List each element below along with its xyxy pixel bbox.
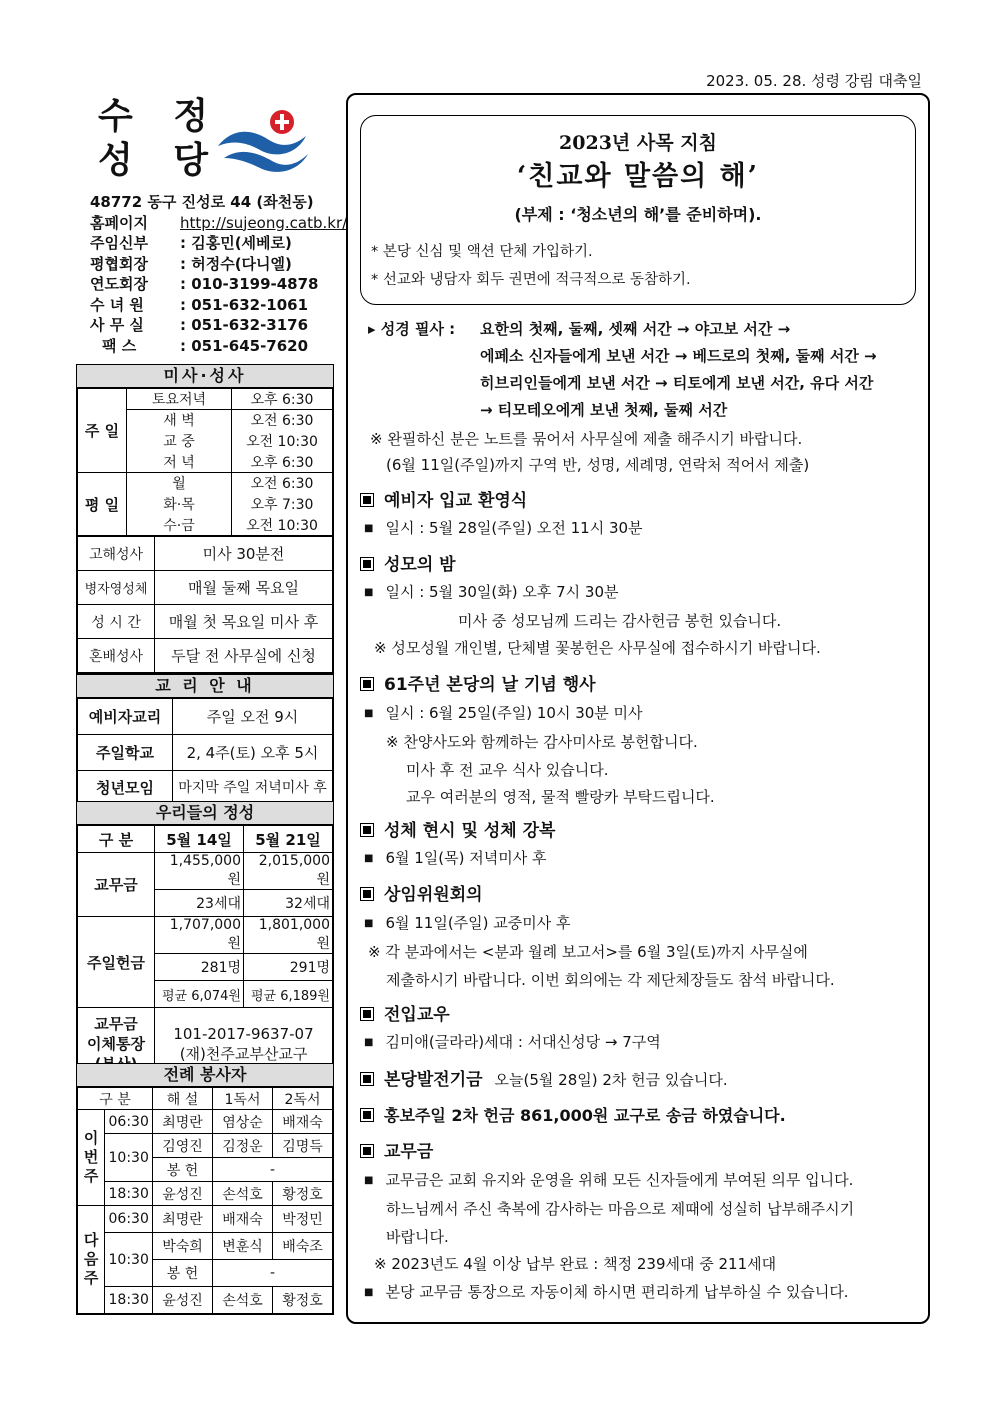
notice-line: 하느님께서 주신 축복에 감사하는 마음으로 제때에 성실히 납부해주시기 — [386, 1200, 855, 1218]
mass-cell: 화·목 — [127, 494, 232, 515]
doctrine-value: 마지막 주일 저녁미사 후 — [173, 771, 333, 804]
doctrine-table — [77, 698, 333, 804]
parish-name — [98, 94, 222, 182]
parish-info — [90, 192, 347, 356]
square-bullet-icon — [360, 1144, 374, 1158]
mass-cell: 오후 7:30 — [232, 494, 333, 515]
notice-title — [360, 882, 835, 910]
notice-line: 미사 중 성모님께 드리는 감사헌금 봉헌 있습니다. — [458, 612, 782, 630]
ministers-header: 2독서 — [273, 1088, 333, 1110]
office-label: 사 무 실 — [90, 316, 144, 334]
mass-cell: 오후 6:30 — [232, 389, 333, 410]
notice-line: 미사 후 전 교우 식사 있습니다. — [406, 760, 609, 779]
notice-line: ※ 찬양사도와 함께하는 감사미사로 봉헌합니다. — [386, 733, 698, 751]
elder-label: 연도회장 — [90, 275, 148, 293]
square-bullet-icon — [360, 1007, 374, 1021]
notice-line: ■ 김미애(글라라)세대 : 서대신성당 → 7구역 — [360, 1029, 661, 1058]
account-label-line: 교무금 — [94, 1014, 138, 1033]
offering-header: 5월 14일 — [155, 826, 244, 853]
offering-cell: 23세대 — [155, 890, 244, 917]
minister-time: 18:30 — [105, 1287, 153, 1314]
notice-title — [360, 552, 821, 579]
parish-name-line2: 성 당 — [98, 139, 223, 181]
square-bullet-icon — [360, 887, 374, 901]
minister-cell: 변훈식 — [213, 1233, 273, 1260]
council-label: 평협회장 — [90, 254, 148, 273]
ministers-heading: 전례 봉사자 — [77, 1064, 333, 1087]
sacrament-value: 매월 둘째 목요일 — [155, 571, 333, 605]
parish-logo — [214, 106, 314, 176]
notice-inline-text: 오늘(5월 28일) 2차 헌금 있습니다. — [494, 1071, 728, 1089]
notice-title-text: 예비자 입교 환영식 — [384, 491, 528, 511]
account-label-line: 이체통장 — [87, 1034, 145, 1053]
sacrament-value: 매월 첫 목요일 미사 후 — [155, 605, 333, 639]
minister-cell: 황정호 — [273, 1287, 333, 1314]
next-week-label — [78, 1206, 105, 1314]
notice-media-sunday — [360, 1102, 786, 1129]
pastoral-theme: ‘친교와 말씀의 해’ — [516, 161, 760, 192]
doctrine-label: 주일학교 — [78, 735, 173, 771]
nuns-value: : 051-632-1061 — [180, 295, 309, 314]
council-value: : 허정수(다니엘) — [180, 254, 292, 273]
notice-line: ■ 일시 : 5월 30일(화) 오후 7시 30분 — [360, 579, 821, 608]
pastoral-year: 2023년 사목 지침 — [559, 132, 717, 154]
sacrament-label: 고해성사 — [78, 537, 155, 571]
offering-cell: 1,707,000원 — [155, 917, 244, 954]
notice-adoration — [360, 818, 555, 874]
mass-cell: 오전 10:30 — [232, 431, 333, 452]
notice-line: 교우 여러분의 영적, 물적 빨랑카 부탁드립니다. — [406, 788, 715, 806]
doctrine-heading: 교 리 안 내 — [77, 675, 333, 698]
notice-line: ■ 6월 1일(목) 저녁미사 후 — [360, 845, 555, 874]
ministers-section — [76, 1063, 334, 1315]
pastoral-subtitle: (부제 : ‘청소년의 해’를 준비하며). — [514, 205, 762, 224]
notice-title — [360, 672, 715, 700]
mass-cell: 월 — [127, 473, 232, 494]
notice-line: ■ 일시 : 6월 25일(주일) 10시 30분 미사 — [360, 700, 715, 730]
notice-title — [360, 1139, 854, 1167]
bible-line: 히브리인들에게 보낸 서간 → 티토에게 보낸 서간, 유다 서간 — [480, 374, 874, 392]
office-value: : 051-632-3176 — [180, 316, 309, 334]
tithe-label: 교무금 — [78, 853, 155, 917]
sacrament-value: 두달 전 사무실에 신청 — [155, 639, 333, 673]
notice-title-text: 61주년 본당의 날 기념 행사 — [384, 675, 596, 695]
offering-header: 5월 21일 — [244, 826, 333, 853]
notice-fund — [360, 1067, 728, 1094]
minister-cell: 윤성진 — [153, 1182, 213, 1206]
notice-line: 제출하시기 바랍니다. 이번 회의에는 각 제단체장들도 참석 바랍니다. — [386, 970, 835, 989]
pastoral-box — [360, 115, 916, 305]
ministers-table — [77, 1087, 333, 1314]
label-char: 이 — [83, 1129, 99, 1147]
minister-cell: 배재숙 — [273, 1110, 333, 1134]
sacrament-table — [77, 536, 333, 673]
doctrine-section — [76, 674, 334, 805]
sacrament-label: 병자영성체 — [78, 571, 155, 605]
sacrament-value: 미사 30분전 — [155, 537, 333, 571]
pastoral-point: * 본당 신심 및 액션 단체 가입하기. — [371, 244, 593, 260]
minister-cell: - — [213, 1158, 333, 1182]
weekday-label: 평 일 — [78, 473, 127, 536]
notice-title-text: 홍보주일 2차 헌금 861,000원 교구로 송금 하였습니다. — [384, 1106, 786, 1125]
priest-label: 주임신부 — [90, 234, 148, 252]
mass-cell: 수·금 — [127, 515, 232, 536]
minister-time: 10:30 — [105, 1134, 153, 1182]
notice-line: ■ 6월 11일(주일) 교중미사 후 — [360, 910, 835, 940]
square-bullet-icon — [360, 1108, 374, 1122]
minister-cell: 손석호 — [213, 1287, 273, 1314]
offering-cell: 1,455,000원 — [155, 853, 244, 890]
sacrament-label: 성 시 간 — [78, 605, 155, 639]
notice-parish-day — [360, 672, 715, 812]
notice-title-text: 성모의 밤 — [384, 555, 456, 575]
square-bullet-icon — [360, 677, 374, 691]
mass-section — [76, 364, 334, 674]
notice-committee — [360, 882, 835, 994]
minister-cell: 김명득 — [273, 1134, 333, 1158]
offering-cell: 평균 6,074원 — [155, 981, 244, 1008]
notice-welcome — [360, 488, 643, 544]
mass-cell: 새 벽 — [127, 410, 232, 431]
priest-value: : 김홍민(세베로) — [180, 234, 292, 252]
notice-line: ※ 2023년도 4월 이상 납부 완료 : 책정 239세대 중 211세대 — [374, 1255, 777, 1273]
mass-cell: 오후 6:30 — [232, 452, 333, 473]
minister-cell: 최명란 — [153, 1110, 213, 1134]
address: 48772 동구 진성로 44 (좌천동) — [90, 193, 314, 211]
homepage-link[interactable]: http://sujeong.catb.kr/ — [180, 213, 348, 232]
sunday-offering-label: 주일헌금 — [78, 917, 155, 1008]
doctrine-label: 예비자교리 — [78, 699, 173, 735]
square-bullet-icon — [360, 557, 374, 571]
notice-line: ■ 일시 : 5월 28일(주일) 오전 11시 30분 — [360, 515, 643, 544]
square-bullet-icon — [360, 493, 374, 507]
minister-time: 06:30 — [105, 1110, 153, 1134]
minister-time: 06:30 — [105, 1206, 153, 1233]
notice-title — [360, 818, 555, 845]
minister-cell: 박숙희 — [153, 1233, 213, 1260]
minister-time: 18:30 — [105, 1182, 153, 1206]
doctrine-value: 주일 오전 9시 — [173, 699, 333, 735]
notice-tithe — [360, 1139, 854, 1308]
notice-title-text: 본당발전기금 — [384, 1070, 483, 1090]
minister-time: 10:30 — [105, 1233, 153, 1287]
notice-title — [360, 1002, 661, 1029]
sunday-label: 주 일 — [78, 389, 127, 473]
minister-cell: 염상순 — [213, 1110, 273, 1134]
square-bullet-icon — [360, 823, 374, 837]
label-char: 번 — [83, 1148, 99, 1166]
label-char: 음 — [83, 1250, 99, 1268]
bible-copy — [360, 316, 877, 424]
fax-value: : 051-645-7620 — [180, 336, 309, 355]
notice-title-text: 상임위원회의 — [384, 885, 483, 905]
minister-cell: 황정호 — [273, 1182, 333, 1206]
notice-title-text: 교무금 — [384, 1142, 434, 1162]
bible-note: (6월 11일(주일)까지 구역 반, 성명, 세례명, 연락처 적어서 제출) — [386, 456, 810, 474]
minister-cell: 박정민 — [273, 1206, 333, 1233]
mass-heading: 미사·성사 — [77, 365, 333, 388]
nuns-label: 수 녀 원 — [90, 295, 144, 314]
notice-title — [360, 488, 643, 515]
parish-name-line1: 수 정 — [98, 95, 223, 137]
offertory-label: 봉 헌 — [153, 1260, 213, 1287]
notice-title-text: 성체 현시 및 성체 강복 — [384, 821, 556, 841]
offering-cell: 1,801,000원 — [244, 917, 333, 954]
minister-cell: 윤성진 — [153, 1287, 213, 1314]
notice-line: ※ 성모성월 개인별, 단체별 꽃봉헌은 사무실에 접수하시기 바랍니다. — [374, 639, 821, 657]
minister-cell: 배숙조 — [273, 1233, 333, 1260]
ministers-header: 해 설 — [153, 1088, 213, 1110]
notice-line: ■ 교무금은 교회 유지와 운영을 위해 모든 신자들에게 부여된 의무 입니다. — [360, 1167, 854, 1197]
ministers-header: 1독서 — [213, 1088, 273, 1110]
mass-cell: 오전 10:30 — [232, 515, 333, 536]
bible-line: 에페소 신자들에게 보낸 서간 → 베드로의 첫째, 둘째 서간 → — [480, 347, 877, 365]
bible-label: ▸ 성경 필사 : — [368, 320, 456, 338]
notice-mary-night — [360, 552, 821, 662]
offering-cell: 32세대 — [244, 890, 333, 917]
fax-label: 팩 스 — [102, 336, 137, 355]
doctrine-value: 2, 4주(토) 오후 5시 — [173, 735, 333, 771]
offering-cell: 281명 — [155, 954, 244, 981]
homepage-label: 홈페이지 — [90, 213, 148, 232]
notice-title — [360, 1102, 786, 1129]
minister-cell: - — [213, 1260, 333, 1287]
offertory-label: 봉 헌 — [153, 1158, 213, 1182]
notice-title-text: 전입교우 — [384, 1005, 450, 1025]
doctrine-label: 청년모임 — [78, 771, 173, 804]
offering-cell: 평균 6,189원 — [244, 981, 333, 1008]
minister-cell: 김정운 — [213, 1134, 273, 1158]
square-bullet-icon — [360, 1072, 374, 1086]
elder-value: : 010-3199-4878 — [180, 275, 319, 293]
notice-newcomers — [360, 1002, 661, 1058]
notice-line: ※ 각 분과에서는 <분과 월례 보고서>를 6월 3일(토)까지 사무실에 — [368, 943, 808, 961]
date-line: 2023. 05. 28. 성령 강림 대축일 — [706, 72, 922, 90]
account-holder: (재)천주교부산교구 — [179, 1044, 308, 1063]
bible-line: 요한의 첫째, 둘째, 셋째 서간 → 야고보 서간 → — [480, 320, 791, 338]
notice-title — [360, 1067, 728, 1094]
label-char: 주 — [83, 1269, 99, 1287]
minister-cell: 김영진 — [153, 1134, 213, 1158]
notice-line: ■ 본당 교무금 통장으로 자동이체 하시면 편리하게 납부하실 수 있습니다. — [360, 1279, 854, 1309]
sacrament-label: 혼배성사 — [78, 639, 155, 673]
label-char: 주 — [83, 1167, 99, 1185]
ministers-header: 구 분 — [78, 1088, 153, 1110]
mass-cell: 토요저녁 — [127, 389, 232, 410]
bible-line: → 티모테오에게 보낸 첫째, 둘째 서간 — [480, 401, 728, 419]
mass-cell: 교 중 — [127, 431, 232, 452]
offering-cell: 291명 — [244, 954, 333, 981]
mass-table — [77, 388, 333, 536]
pastoral-point: * 선교와 냉담자 회두 권면에 적극적으로 동참하기. — [371, 272, 691, 288]
bible-note: ※ 완필하신 분은 노트를 묶어서 사무실에 제출 해주시기 바랍니다. — [370, 430, 803, 448]
this-week-label — [78, 1110, 105, 1206]
offering-table — [77, 825, 333, 1080]
bible-notes — [370, 426, 809, 478]
minister-cell: 손석호 — [213, 1182, 273, 1206]
offering-header: 구 분 — [78, 826, 155, 853]
mass-cell: 오전 6:30 — [232, 473, 333, 494]
account-number: 101-2017-9637-07 — [173, 1024, 314, 1043]
notice-line: 바랍니다. — [386, 1227, 449, 1246]
mass-cell: 오전 6:30 — [232, 410, 333, 431]
offering-section — [76, 801, 334, 1081]
minister-cell: 배재숙 — [213, 1206, 273, 1233]
minister-cell: 최명란 — [153, 1206, 213, 1233]
offering-heading: 우리들의 정성 — [77, 802, 333, 825]
mass-cell: 저 녁 — [127, 452, 232, 473]
label-char: 다 — [83, 1231, 99, 1249]
offering-cell: 2,015,000원 — [244, 853, 333, 890]
